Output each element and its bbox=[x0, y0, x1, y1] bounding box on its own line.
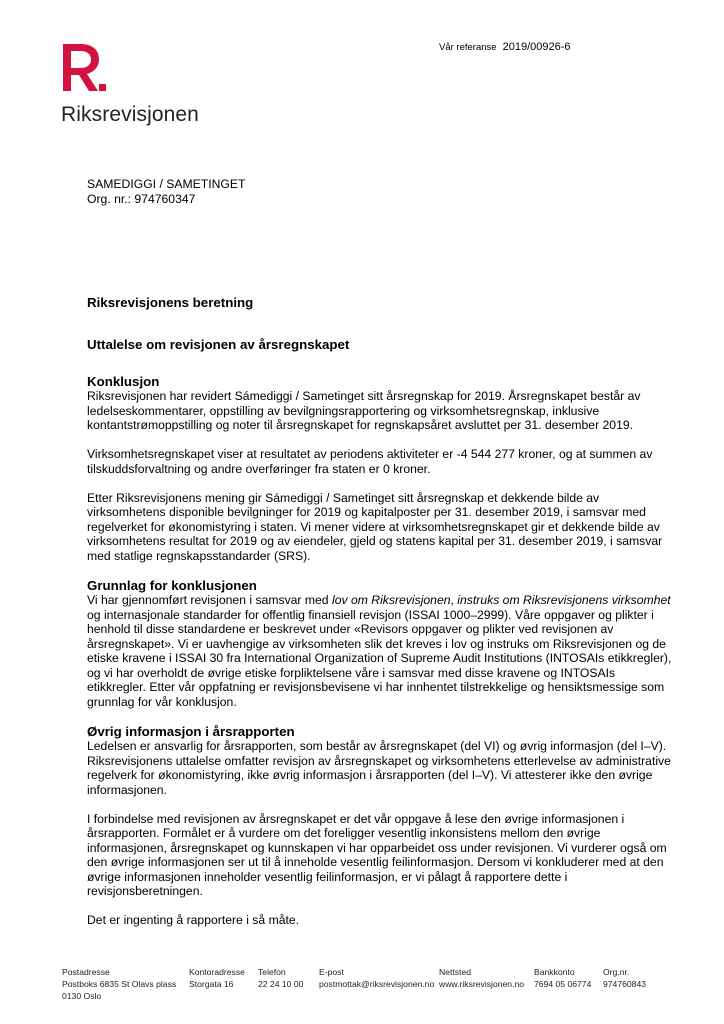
footer-org bbox=[603, 966, 646, 990]
footer-email-label: E-post bbox=[319, 967, 344, 977]
basis-instruction-reference: instruks om Riksrevisjonens virksomhet bbox=[457, 593, 671, 607]
basis-text-c: og internasjonale standarder for offentlig finansiell revisjon (ISSAI 1000–2999). Våre oppgaver og plikter i henhold til disse standardene er beskrevet under «Revisors oppgaver og plikter ved revisjonen av årsregnskapet». Vi er uavhengige av virksomheten slik det kreves i lov og instruks om Riksrevisjonen og de etiske kravene i ISSAI 30 fra International Organization of Supreme Audit Institutions (INTOSAIs etikkregler), og vi har overholdt de øvrige etiske forpliktelsene våre i samsvar med disse kravene og INTOSAIs etikkregler. Etter vår oppfatning er revisjonsbevisene vi har innhentet tilstrekkelige og hensiktsmessige som grunnlag for vår konklusjon. bbox=[87, 607, 672, 709]
other-info-heading: Øvrig informasjon i årsrapporten bbox=[87, 724, 295, 739]
r-monogram-icon bbox=[61, 44, 107, 96]
footer-phone bbox=[258, 966, 303, 990]
other-info-paragraph-1: Ledelsen er ansvarlig for årsrapporten, som består av årsregnskapet (del VI) og øvrig informasjon (del I–V). Riksrevisjonens uttalelse omfatter revisjon av årsregnskapet og virksomhetens etterlevelse av administrative regelverk for økonomistyring, ikke øvrig informasjon i årsrapporten (del I–V). Vi attesterer ikke den øvrige informasjonen. bbox=[87, 739, 671, 797]
footer-postal-line2: 0130 Oslo bbox=[62, 991, 102, 1001]
conclusion-section bbox=[87, 374, 677, 563]
section-title: Uttalelse om revisjonen av årsregnskapet bbox=[87, 337, 350, 352]
conclusion-paragraph-3: Etter Riksrevisjonens mening gir Sámediggi / Sametinget sitt årsregnskap et dekkende bilde av virksomhetens disponible bevilgninger for 2019 og kapitalposter per 31. desember 2019, i samsvar med regelverket for økonomistyring i staten. Vi mener videre at virksomhetsregnskapet gir et dekkende bilde av virksomhetens resultat for 2019 og av eiendeler, gjeld og statens kapital per 31. desember 2019, i samsvar med statlige regnskapsstandarder (SRS). bbox=[87, 490, 663, 563]
other-info-paragraph-2: I forbindelse med revisjonen av årsregnskapet er det vår oppgave å lese den øvrige informasjonen i årsrapporten. Formålet er å vurdere om det foreligger vesentlig inkonsistens mellom den øvrige informasjonen, årsregnskapet og kunnskapen vi har opparbeidet oss under revisjonen. Vi vurderer også om den øvrige informasjonen ser ut til å inneholde vesentlig feilinformasjon. Dersom vi konkluderer med at den øvrige informasjonen inneholder vesentlig feilinformasjon, er vi pålagt å rapportere dette i revisjonsberetningen. bbox=[87, 811, 667, 898]
basis-paragraph-1 bbox=[87, 593, 677, 709]
footer-office-value: Storgata 16 bbox=[189, 979, 234, 989]
report-title: Riksrevisjonens beretning bbox=[87, 295, 254, 310]
document-body bbox=[87, 295, 677, 928]
footer-org-label: Org.nr. bbox=[603, 967, 630, 977]
footer-postal-label: Postadresse bbox=[62, 967, 110, 977]
footer-email bbox=[319, 966, 434, 990]
footer-web-value[interactable]: www.riksrevisjonen.no bbox=[439, 979, 525, 989]
footer-email-value[interactable]: postmottak@riksrevisjonen.no bbox=[319, 979, 435, 989]
other-info-paragraph-3: Det er ingenting å rapportere i så måte. bbox=[87, 913, 300, 927]
footer-office bbox=[189, 966, 245, 990]
other-info-section bbox=[87, 724, 677, 928]
footer-bank-value: 7694 05 06774 bbox=[534, 979, 592, 989]
footer-org-value: 974760843 bbox=[603, 979, 647, 989]
footer-web bbox=[439, 966, 524, 990]
conclusion-heading: Konklusjon bbox=[87, 374, 160, 389]
riksrevisjonen-logo bbox=[61, 44, 199, 126]
reference-value: 2019/00926-6 bbox=[502, 41, 571, 53]
reference-label: Vår referanse bbox=[439, 42, 497, 53]
footer-bank bbox=[534, 966, 591, 990]
basis-text-b: , bbox=[450, 593, 458, 607]
recipient-org-nr: Org. nr.: 974760347 bbox=[87, 191, 196, 206]
footer-bank-label: Bankkonto bbox=[534, 967, 575, 977]
footer-postal bbox=[62, 966, 176, 1002]
basis-law-reference: lov om Riksrevisjonen bbox=[331, 593, 451, 607]
basis-heading: Grunnlag for konklusjonen bbox=[87, 578, 257, 593]
footer-web-label: Nettsted bbox=[439, 967, 472, 977]
basis-section bbox=[87, 578, 677, 709]
footer-phone-value: 22 24 10 00 bbox=[258, 979, 304, 989]
footer-office-label: Kontoradresse bbox=[189, 967, 245, 977]
basis-text-a: Vi har gjennomført revisjonen i samsvar med bbox=[87, 593, 332, 607]
recipient-name: SAMEDIGGI / SAMETINGET bbox=[87, 177, 246, 191]
logo-wordmark: Riksrevisjonen bbox=[61, 103, 199, 126]
recipient-block bbox=[87, 177, 245, 206]
conclusion-paragraph-2: Virksomhetsregnskapet viser at resultatet av periodens aktiviteter er -4 544 277 kroner, og at summen av tilskuddsforvaltning og andre overføringer fra staten er 0 kroner. bbox=[87, 447, 653, 476]
footer-postal-line1: Postboks 6835 St Olavs plass bbox=[62, 979, 177, 989]
conclusion-paragraph-1: Riksrevisjonen har revidert Sámediggi / Sametinget sitt årsregnskap for 2019. Årsregnskapet består av ledelseskommentarer, oppstilling av bevilgningsrapportering og virksomhetsregnskap, inklusive kontantstrømoppstilling og noter til årsregnskapet for regnskapsåret avsluttet per 31. desember 2019. bbox=[87, 389, 641, 432]
footer-phone-label: Telefon bbox=[258, 967, 286, 977]
reference bbox=[439, 41, 571, 53]
